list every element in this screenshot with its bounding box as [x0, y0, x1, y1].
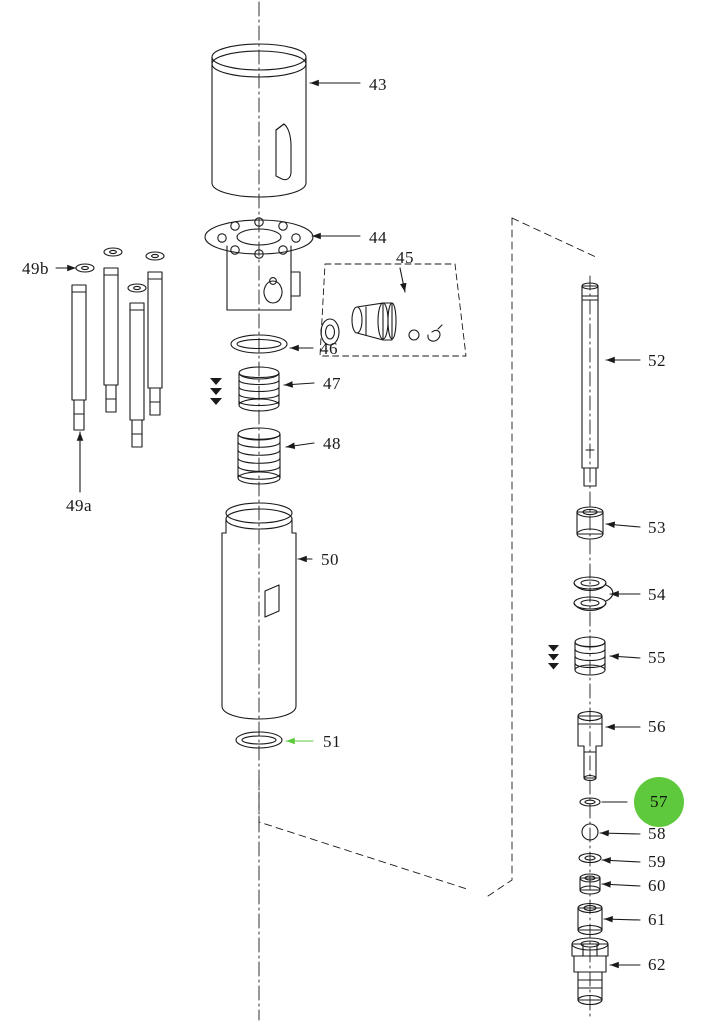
part-45-valve-cartridge	[320, 264, 466, 356]
callout-43: 43	[369, 75, 387, 94]
callout-49a: 49a	[66, 496, 93, 515]
callout-49b: 49b	[22, 259, 49, 278]
callout-56: 56	[648, 717, 666, 736]
callout-44: 44	[369, 228, 387, 247]
callout-47: 47	[323, 374, 341, 393]
callout-54: 54	[648, 585, 666, 604]
callout-58: 58	[648, 824, 666, 843]
part-47-section-marker	[210, 378, 222, 405]
part-49-bolts-washers	[72, 248, 164, 447]
callout-53: 53	[648, 518, 666, 537]
callout-62: 62	[648, 955, 666, 974]
callout-51: 51	[323, 732, 341, 751]
part-54-wave-washers	[574, 577, 613, 611]
callout-46: 46	[320, 339, 338, 358]
callout-50: 50	[321, 550, 339, 569]
callout-59: 59	[648, 852, 666, 871]
part-55-section-marker	[548, 645, 559, 670]
leader-lines	[56, 83, 640, 965]
callout-61: 61	[648, 910, 666, 929]
callout-48: 48	[323, 434, 341, 453]
callout-57: 57	[650, 792, 668, 811]
assembly-bracket	[259, 218, 598, 896]
callout-45: 45	[396, 248, 414, 267]
callout-60: 60	[648, 876, 666, 895]
callout-52: 52	[648, 351, 666, 370]
callout-55: 55	[648, 648, 666, 667]
